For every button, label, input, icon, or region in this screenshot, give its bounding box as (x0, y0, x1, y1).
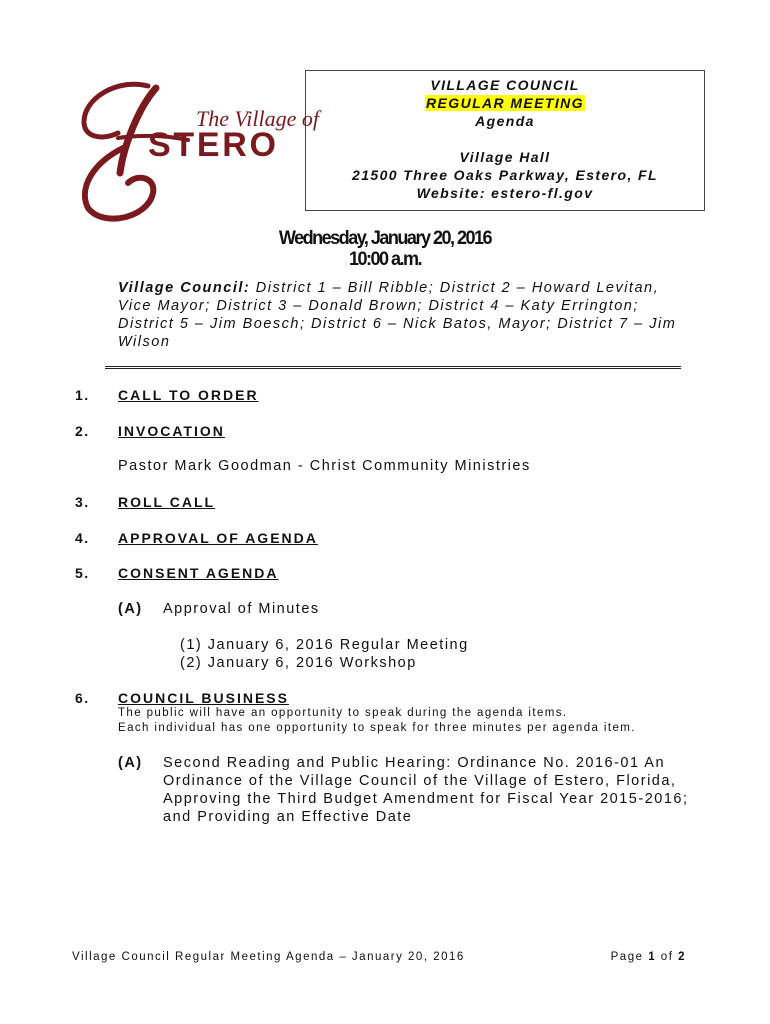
address: 21500 Three Oaks Parkway, Estero, FL (352, 167, 658, 183)
logo-line1: The Village of (196, 106, 320, 131)
ordinance-line: Ordinance of the Village Council of the Village of Estero, Florida, (163, 773, 677, 789)
item-number: 2. (75, 423, 90, 439)
page-number (611, 951, 686, 963)
item-number: 3. (75, 494, 90, 510)
item-number: 1. (75, 387, 90, 403)
ordinance-line: Approving the Third Budget Amendment for Fiscal Year 2015-2016; (163, 791, 689, 807)
item-call-to-order: CALL TO ORDER (118, 387, 259, 403)
meeting-type-highlight: REGULAR MEETING (426, 95, 584, 111)
meeting-time: 10:00 a.m. (348, 249, 422, 270)
doc-type: Agenda (475, 113, 535, 129)
item-council-business: COUNCIL BUSINESS (118, 690, 289, 706)
location: Village Hall (459, 149, 551, 165)
invocation-detail: Pastor Mark Goodman - Christ Community Ministries (118, 458, 531, 474)
item-number: 6. (75, 690, 90, 706)
sub-item-letter: (A) (118, 755, 143, 771)
page-prefix: Page (610, 951, 649, 963)
footer-title: Village Council Regular Meeting Agenda – January 20, 2016 (72, 951, 465, 963)
minutes-item: (2) January 6, 2016 Workshop (180, 655, 417, 671)
item-number: 5. (75, 565, 90, 581)
item-approval-of-agenda: APPROVAL OF AGENDA (118, 530, 318, 546)
public-note: Each individual has one opportunity to speak for three minutes per agenda item. (118, 722, 636, 734)
current-page: 1 (648, 951, 657, 963)
divider (105, 366, 681, 369)
item-consent-agenda: CONSENT AGENDA (118, 565, 279, 581)
approval-of-minutes: Approval of Minutes (163, 601, 320, 617)
logo-line2: STERO (148, 126, 276, 164)
meeting-date: Wednesday, January 20, 2016 (278, 228, 492, 249)
minutes-item: (1) January 6, 2016 Regular Meeting (180, 637, 469, 653)
total-pages: 2 (678, 951, 686, 963)
item-number: 4. (75, 530, 90, 546)
page-of: of (656, 951, 679, 963)
website: Website: estero-fl.gov (416, 185, 594, 201)
sub-item-letter: (A) (118, 601, 143, 617)
village-logo (78, 78, 320, 224)
council-list: District 1 – Bill Ribble; District 2 – Howard Levitan, Vice Mayor; District 3 – Donald Brown; District 4 – Katy Errington; District 5 – Jim Boesch; District 6 – Nick Batos, Mayor; District 7 – Jim Wilson (118, 280, 677, 350)
meeting-header-box (305, 70, 705, 211)
header-title: VILLAGE COUNCIL (430, 77, 580, 93)
ordinance-line: and Providing an Effective Date (163, 809, 413, 825)
item-invocation: INVOCATION (118, 423, 225, 439)
council-label: Village Council: (118, 280, 251, 296)
public-note: The public will have an opportunity to speak during the agenda items. (118, 707, 568, 719)
council-members (118, 279, 688, 351)
item-roll-call: ROLL CALL (118, 494, 216, 510)
ordinance-line: Second Reading and Public Hearing: Ordinance No. 2016-01 An (163, 755, 666, 771)
